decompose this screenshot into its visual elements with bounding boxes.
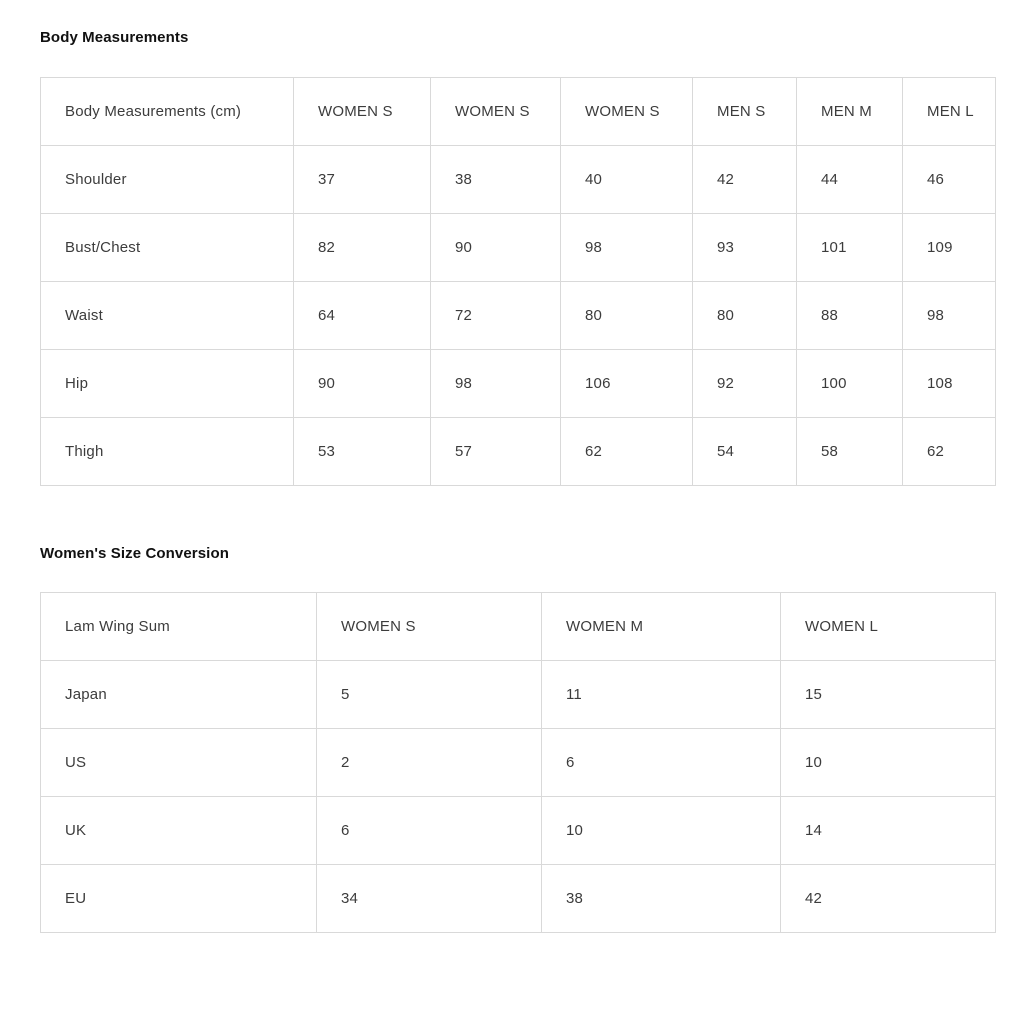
column-header: WOMEN L	[781, 593, 996, 661]
row-label: Hip	[41, 349, 294, 417]
size-conversion-section	[40, 546, 995, 934]
table-cell: 42	[781, 865, 996, 933]
body-measurements-section	[40, 30, 995, 486]
column-header: WOMEN S	[431, 77, 561, 145]
table-cell: 38	[431, 145, 561, 213]
table-cell: 92	[693, 349, 797, 417]
table-cell: 14	[781, 797, 996, 865]
column-header: WOMEN M	[542, 593, 781, 661]
row-label: EU	[41, 865, 317, 933]
column-header: MEN S	[693, 77, 797, 145]
table-cell: 80	[693, 281, 797, 349]
row-label: Waist	[41, 281, 294, 349]
table-row	[41, 661, 996, 729]
table-row	[41, 349, 996, 417]
header-row	[41, 593, 996, 661]
table-row	[41, 417, 996, 485]
table-row	[41, 797, 996, 865]
table-cell: 90	[294, 349, 431, 417]
row-label: Japan	[41, 661, 317, 729]
table-cell: 53	[294, 417, 431, 485]
table-row	[41, 281, 996, 349]
table-cell: 108	[903, 349, 996, 417]
table-cell: 80	[561, 281, 693, 349]
row-label: Shoulder	[41, 145, 294, 213]
table-cell: 98	[903, 281, 996, 349]
table-cell: 37	[294, 145, 431, 213]
table-cell: 90	[431, 213, 561, 281]
table-row	[41, 145, 996, 213]
column-header: WOMEN S	[294, 77, 431, 145]
column-header: MEN M	[797, 77, 903, 145]
row-label: UK	[41, 797, 317, 865]
table-cell: 5	[317, 661, 542, 729]
table-row	[41, 729, 996, 797]
table-cell: 101	[797, 213, 903, 281]
table-row	[41, 865, 996, 933]
table-cell: 106	[561, 349, 693, 417]
table-cell: 100	[797, 349, 903, 417]
table-cell: 98	[431, 349, 561, 417]
body-measurements-title: Body Measurements	[40, 29, 189, 46]
table-cell: 11	[542, 661, 781, 729]
table-cell: 72	[431, 281, 561, 349]
table-cell: 109	[903, 213, 996, 281]
table-cell: 38	[542, 865, 781, 933]
row-label: Thigh	[41, 417, 294, 485]
table-cell: 54	[693, 417, 797, 485]
table-cell: 57	[431, 417, 561, 485]
table-cell: 62	[903, 417, 996, 485]
size-conversion-title: Women's Size Conversion	[40, 544, 229, 562]
header-row	[41, 77, 996, 145]
table-cell: 82	[294, 213, 431, 281]
body-measurements-table	[40, 77, 996, 486]
row-label: US	[41, 729, 317, 797]
table-cell: 2	[317, 729, 542, 797]
row-label: Bust/Chest	[41, 213, 294, 281]
table-cell: 88	[797, 281, 903, 349]
table-cell: 15	[781, 661, 996, 729]
table-cell: 46	[903, 145, 996, 213]
table-cell: 98	[561, 213, 693, 281]
table-cell: 64	[294, 281, 431, 349]
table-cell: 58	[797, 417, 903, 485]
table-cell: 10	[781, 729, 996, 797]
size-conversion-table	[40, 592, 996, 933]
column-header: Body Measurements (cm)	[41, 77, 294, 145]
table-cell: 93	[693, 213, 797, 281]
table-cell: 62	[561, 417, 693, 485]
table-cell: 10	[542, 797, 781, 865]
table-cell: 6	[317, 797, 542, 865]
table-cell: 34	[317, 865, 542, 933]
column-header: WOMEN S	[561, 77, 693, 145]
table-cell: 6	[542, 729, 781, 797]
table-cell: 42	[693, 145, 797, 213]
table-row	[41, 213, 996, 281]
column-header: WOMEN S	[317, 593, 542, 661]
table-cell: 44	[797, 145, 903, 213]
column-header: Lam Wing Sum	[41, 593, 317, 661]
column-header: MEN L	[903, 77, 996, 145]
table-cell: 40	[561, 145, 693, 213]
